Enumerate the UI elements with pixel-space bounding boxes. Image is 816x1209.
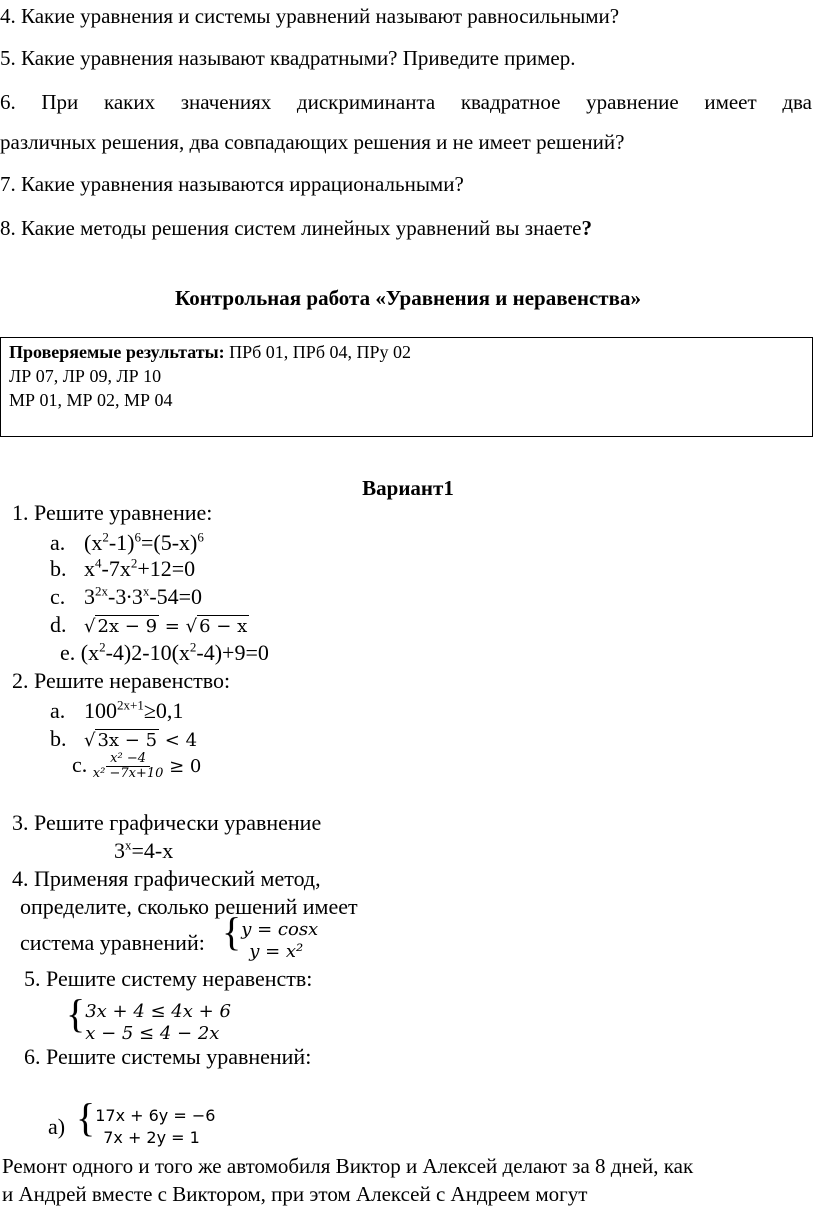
task-3: 3. Решите графически уравнение	[12, 810, 322, 835]
results-label: Проверяемые результаты:	[9, 342, 225, 362]
task-2a: a. $100^{2x+1}\ge 0,1$	[50, 697, 184, 723]
question-7: 7. Какие уравнения называются иррациональными?	[0, 172, 464, 196]
footer-line-1: Ремонт одного и того же автомобиля Виктор и Алексей делают за 8 дней, как	[2, 1154, 694, 1178]
item-label: b.	[50, 556, 67, 581]
fraction: $\frac{\text{x² −4}}{\text{x² −7x+10}}$	[92, 751, 164, 782]
question-6-line-2: различных решения, два совпадающих решения и не имеет решений?	[0, 130, 625, 154]
question-4: 4. Какие уравнения и системы уравнений называют равносильными?	[0, 4, 620, 28]
q6-word: имеет	[704, 90, 757, 114]
question-5: 5. Какие уравнения называют квадратными? Приведите пример.	[0, 46, 576, 70]
results-line-3: МР 01, МР 02, МР 04	[9, 390, 173, 410]
task-5: 5. Решите систему неравенств:	[24, 966, 313, 991]
q6-word: каких	[103, 90, 156, 114]
item-label: b.	[50, 726, 67, 751]
task-2c: c. $\frac{\text{x² −4}}{\text{x² −7x+10}}$ ≥ 0	[72, 751, 202, 782]
q6-word: дискриминанта	[296, 90, 436, 114]
task-1e: e. $(x^2-4)2-10(x^2-4)+9=0$	[60, 639, 269, 665]
item-label: c.	[50, 584, 66, 609]
task-4-line-3: система уравнений:	[20, 930, 205, 955]
task-6: 6. Решите системы уравнений:	[24, 1044, 312, 1069]
results-line-2: ЛР 07, ЛР 09, ЛР 10	[9, 366, 162, 386]
q6-word: два	[782, 90, 812, 114]
task-1d: d. √ 2x − 9 = √ 6 − x	[50, 612, 248, 637]
brace: {	[222, 909, 242, 954]
item-label: a.	[50, 530, 66, 555]
q6-word: значениях	[180, 90, 272, 114]
task-2b: b. √ 3x − 5 < 4	[50, 726, 198, 751]
q6-word: уравнение	[586, 90, 679, 114]
q6-word: При	[41, 90, 79, 114]
footer-line-2: и Андрей вместе с Виктором, при этом Алексей с Андреем могут	[2, 1182, 588, 1206]
task-1: 1. Решите уравнение:	[12, 500, 213, 525]
item-label: a.	[50, 698, 66, 723]
task-5-system: { 3x + 4 ≤ 4x + 6 x − 5 ≤ 4 − 2x	[66, 991, 231, 1045]
question-6-line-1	[0, 90, 812, 115]
task-6a-system: { 17x + 6y = −6 7x + 2y = 1	[76, 1095, 216, 1148]
question-8	[0, 216, 592, 241]
test-title: Контрольная работа «Уравнения и неравенства»	[175, 286, 641, 310]
results-box	[0, 337, 813, 437]
question-8-text: 8. Какие методы решения систем линейных уравнений вы знаете	[0, 216, 582, 240]
results-line-1	[9, 340, 812, 364]
task-1a: a. $(x^2-1)^6=(5-x)^6$	[50, 529, 204, 555]
task-6a-label: а)	[48, 1114, 66, 1139]
task-1c: c. $3^{2x}-3\cdot 3^x-54=0$	[50, 583, 203, 609]
item-label: d.	[50, 612, 67, 637]
q6-word: квадратное	[460, 90, 561, 114]
brace: {	[66, 991, 86, 1036]
task-4-system: { y = cosx y = x²	[222, 909, 319, 963]
results-value: ПРб 01, ПРб 04, ПРу 02	[224, 342, 411, 362]
task-4-line-2: определите, сколько решений имеет	[20, 894, 358, 919]
task-1b: b. $x^4-7x^2+12=0$	[50, 555, 196, 581]
item-label: c.	[72, 752, 88, 777]
question-8-mark: ?	[581, 216, 592, 240]
task-3-equation: $3^x=4-x$	[114, 837, 174, 863]
task-2: 2. Решите неравенство:	[12, 668, 231, 693]
task-4-line-1: 4. Применяя графический метод,	[12, 866, 321, 891]
q6-word: 6.	[0, 90, 16, 114]
variant-heading: Вариант1	[362, 476, 454, 500]
brace: {	[76, 1095, 96, 1140]
